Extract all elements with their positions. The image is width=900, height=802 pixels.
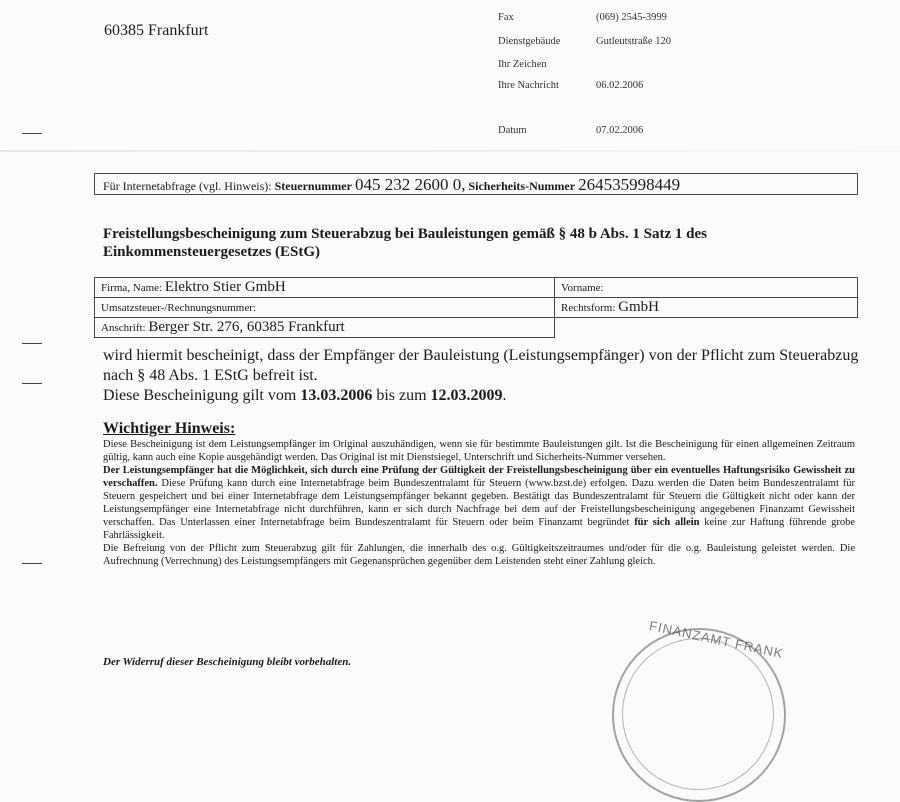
hint-paragraph-1: Diese Bescheinigung ist dem Leistungsempfänger im Original auszuhändigen, wenn sie für bestimmte Bauleistungen gilt. Ist die Bescheinigung für einen allgemeinen Zeitraum gültig, kann auch eine Kopie ausgehändigt werden. Das Original ist mit Dienstsiegel, Unterschrift und Sicherheits-Nummer versehen.	[103, 439, 855, 463]
hint-p2-rest: Diese Prüfung kann durch eine Internetabfrage beim Bundeszentralamt für Steuern (www.bzst.de) erfolgen. Dazu werden die Daten beim Bundeszentralamt für Steuern gespeichert und bei einer Internetabfrage dem Leistungsempfänger bekannt gegeben. Bestätigt das Bundeszentralamt für Steuern die Gültigkeit nicht oder kann der Leistungsempfänger eine Internetabfrage nicht durchführen, kann er sich durch Nachfrage bei dem auf der Freistellungsbescheinigung angegebenen Finanzamt Gewissheit verschaffen. Das Unterlassen einer Internetabfrage beim Bundeszentralamt für Steuern oder beim Finanzamt begründet	[103, 478, 855, 528]
meta-key-ihr-zeichen: Ihr Zeichen	[498, 59, 547, 70]
anschrift-label: Anschrift:	[101, 322, 146, 334]
rechtsform-value: GmbH	[618, 299, 659, 315]
sicherheits-label: Sicherheits-Nummer	[468, 179, 576, 193]
firma-cell	[95, 278, 555, 298]
certification-line: wird hiermit bescheinigt, dass der Empfänger der Bauleistung (Leistungsempfänger) von der Pflicht zum Steuerabzug nach § 48 Abs. 1 EStG befreit ist.	[103, 347, 859, 384]
steuernummer-label: Steuernummer	[274, 179, 352, 193]
margin-mark	[22, 133, 42, 134]
ust-label: Umsatzsteuer-/Rechnungsnummer:	[101, 302, 256, 314]
document-title: Freistellungsbescheinigung zum Steuerabzug bei Bauleistungen gemäß § 48 b Abs. 1 Satz 1 des Einkommensteuergesetzes (EStG)	[103, 226, 707, 260]
hint-title: Wichtiger Hinweis:	[103, 420, 236, 437]
validity-suffix: .	[502, 387, 507, 404]
validity-line	[103, 386, 863, 406]
meta-key-dienstgebaeude: Dienstgebäude	[498, 36, 561, 47]
anschrift-value: Berger Str. 276, 60385 Frankfurt	[148, 319, 345, 335]
hint-p2-bold2: für sich allein	[634, 517, 700, 528]
address-city-line: 60385 Frankfurt	[104, 22, 209, 39]
meta-value-datum: 07.02.2006	[596, 125, 644, 136]
meta-value-dienstgebaeude: Gutleutstraße 120	[596, 36, 671, 47]
anschrift-cell	[95, 318, 555, 338]
valid-from: 13.03.2006	[300, 387, 373, 404]
taxbox-prefix: Für Internetabfrage (vgl. Hinweis):	[103, 179, 275, 193]
hint-p2-end: keine zur Haftung führende grobe Fahrlässigkeit.	[103, 517, 855, 541]
revocation-note: Der Widerruf dieser Bescheinigung bleibt vorbehalten.	[103, 656, 352, 668]
ust-cell	[95, 298, 555, 318]
stamp-text: FINANZAMT FRANK	[647, 617, 785, 662]
margin-mark	[22, 343, 42, 344]
meta-value-ihre-nachricht: 06.02.2006	[596, 80, 644, 91]
page-fold	[0, 150, 900, 152]
hint-paragraph-2	[103, 464, 855, 542]
sicherheits-value: 264535998449	[578, 175, 681, 194]
certification-text	[103, 346, 863, 406]
steuernummer-value: 045 232 2600 0,	[354, 175, 466, 194]
vorname-label: Vorname:	[561, 282, 604, 294]
hint-paragraph-3: Die Befreiung von der Pflicht zum Steuerabzug gilt für Zahlungen, die innerhalb des o.g. Gültigkeitszeitraumes und/oder für die o.g. Bauleistung geleistet werden. Die Aufrechnung (Verrechnung) des Leistungsempfängers mit Gegenansprüchen gegenüber dem Leistenden steht einer Zahlung gleich.	[103, 543, 855, 567]
margin-mark	[22, 383, 42, 384]
tax-number-box	[94, 173, 858, 195]
meta-key-fax: Fax	[498, 12, 514, 23]
validity-prefix: Diese Bescheinigung gilt vom	[103, 387, 301, 404]
meta-value-fax: (069) 2545-3999	[596, 12, 667, 23]
rechtsform-cell	[555, 298, 858, 318]
recipient-form	[94, 277, 858, 338]
meta-key-ihre-nachricht: Ihre Nachricht	[498, 80, 559, 91]
hint-body	[103, 438, 855, 568]
hint-p2-bold: Der Leistungsempfänger hat die Möglichkeit, sich durch eine Prüfung der Gültigkeit der Freistellungsbescheinigung über ein eventuelles Haftungsrisiko Gewissheit zu verschaffen.	[103, 465, 855, 489]
rechtsform-label: Rechtsform:	[561, 302, 616, 314]
meta-key-datum: Datum	[498, 125, 527, 136]
firma-value: Elektro Stier GmbH	[164, 279, 286, 295]
empty-cell	[555, 318, 858, 338]
margin-mark	[22, 563, 42, 564]
valid-to: 12.03.2009	[430, 387, 503, 404]
validity-mid: bis zum	[372, 387, 431, 404]
vorname-cell	[555, 278, 858, 298]
firma-label: Firma, Name:	[101, 282, 163, 294]
official-stamp-inner-ring	[622, 638, 774, 790]
